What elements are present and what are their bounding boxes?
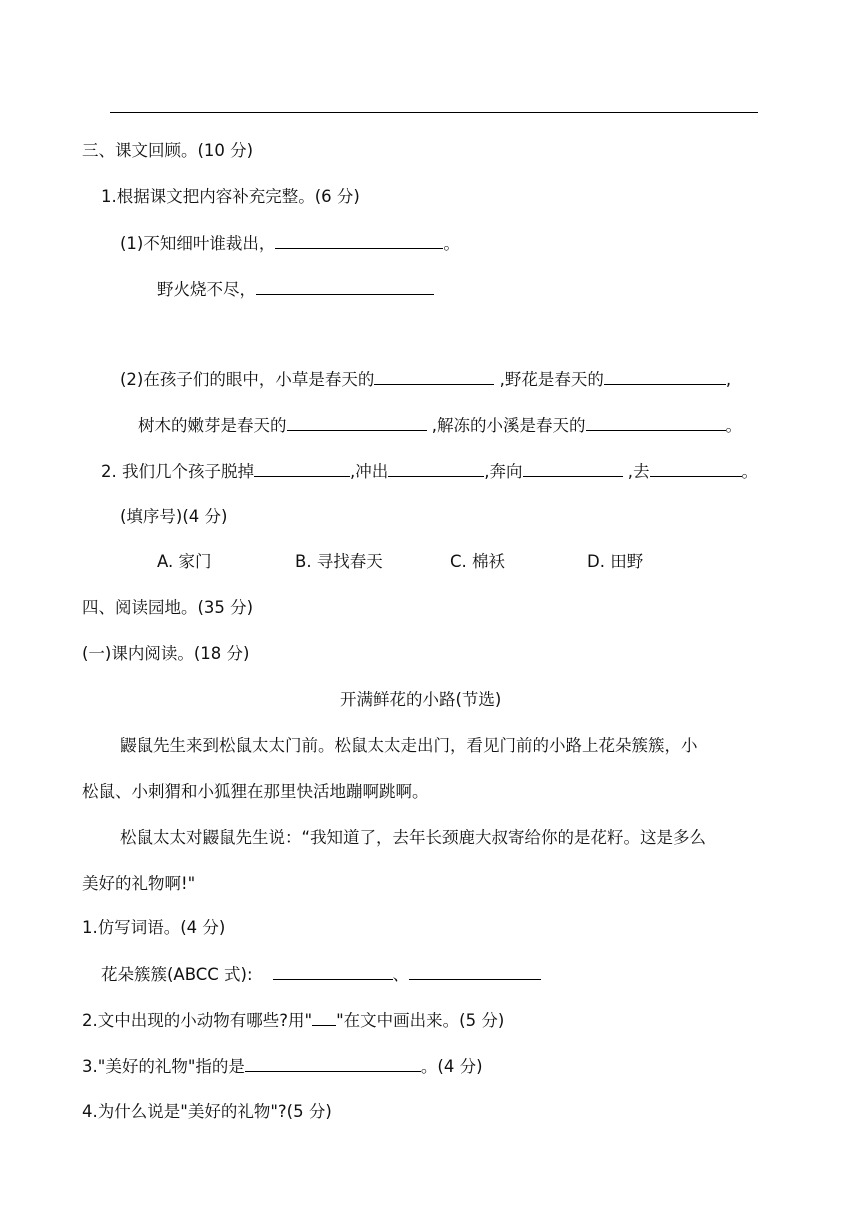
underline-sample xyxy=(312,1009,336,1026)
q1-part2-text-f: 。 xyxy=(725,416,742,435)
answer-blank[interactable] xyxy=(245,1055,421,1072)
passage-para2-line2: 美好的礼物啊!" xyxy=(82,874,196,893)
q1-part2-text-d: 树木的嫩芽是春天的 xyxy=(138,416,287,435)
reading-q1-example xyxy=(101,963,541,986)
answer-blank[interactable] xyxy=(523,460,623,477)
answer-blank[interactable] xyxy=(650,460,742,477)
q1-part2-line1 xyxy=(120,368,731,391)
reading-q1-separator: 、 xyxy=(392,965,410,984)
reading-q3-text-b: 。(4 分) xyxy=(420,1057,483,1076)
q2-text-a: 2. 我们几个孩子脱掉 xyxy=(101,462,254,481)
option-c[interactable]: C. 棉袄 xyxy=(450,552,506,571)
reading-q3 xyxy=(82,1055,483,1078)
reading-q2-text-a: 2.文中出现的小动物有哪些?用" xyxy=(82,1011,313,1030)
answer-blank[interactable] xyxy=(374,368,494,385)
reading-q2-text-b: "在文中画出来。(5 分) xyxy=(336,1011,505,1030)
q2-line xyxy=(101,460,758,483)
option-d[interactable]: D. 田野 xyxy=(587,552,644,571)
q1-part2-text-a: (2)在孩子们的眼中，小草是春天的 xyxy=(120,370,375,389)
passage-para1-line1: 鼹鼠先生来到松鼠太太门前。松鼠太太走出门，看见门前的小路上花朵簇簇，小 xyxy=(120,736,698,755)
q2-text-b: ,冲出 xyxy=(350,462,389,481)
q1-part1-line1 xyxy=(120,232,460,255)
section3-heading: 三、课文回顾。(10 分) xyxy=(82,141,254,160)
answer-blank[interactable] xyxy=(586,414,726,431)
answer-blank[interactable] xyxy=(254,460,350,477)
q1-prompt: 1.根据课文把内容补充完整。(6 分) xyxy=(101,187,360,206)
passage-para1-line2: 松鼠、小刺猬和小狐狸在那里快活地蹦啊跳啊。 xyxy=(82,782,429,801)
q2-options xyxy=(0,551,860,573)
q2-text-d: ,去 xyxy=(622,462,650,481)
section4-heading: 四、阅读园地。(35 分) xyxy=(82,598,254,617)
reading-q4: 4.为什么说是"美好的礼物"?(5 分) xyxy=(82,1102,332,1121)
answer-blank[interactable] xyxy=(256,278,434,295)
passage-para2-line1: 松鼠太太对鼹鼠先生说：“我知道了，去年长颈鹿大叔寄给你的是花籽。这是多么 xyxy=(120,828,707,847)
passage-title: 开满鲜花的小路(节选) xyxy=(340,690,502,709)
q1-part2-text-c: , xyxy=(725,370,732,389)
q1-part1-line2-text: 野火烧不尽， xyxy=(157,280,256,299)
answer-blank[interactable] xyxy=(275,232,443,249)
q2-text-e: 。 xyxy=(741,462,758,481)
reading-q3-text-a: 3."美好的礼物"指的是 xyxy=(82,1057,245,1076)
q1-part2-text-b: ,野花是春天的 xyxy=(494,370,604,389)
reading-q2 xyxy=(82,1009,504,1032)
answer-blank[interactable] xyxy=(388,460,484,477)
reading-q1-example-text: 花朵簇簇(ABCC 式): xyxy=(101,965,253,984)
q1-part2-line2 xyxy=(138,414,742,437)
option-b[interactable]: B. 寻找春天 xyxy=(295,552,383,571)
q1-part2-text-e: ,解冻的小溪是春天的 xyxy=(426,416,586,435)
reading-q1: 1.仿写词语。(4 分) xyxy=(82,918,226,937)
q2-hint: (填序号)(4 分) xyxy=(120,507,228,526)
option-a[interactable]: A. 家门 xyxy=(157,552,212,571)
q2-text-c: ,奔向 xyxy=(484,462,523,481)
answer-blank[interactable] xyxy=(273,963,393,980)
q1-part1-line1-end: 。 xyxy=(443,234,460,253)
answer-blank[interactable] xyxy=(604,368,726,385)
header-rule xyxy=(110,112,758,113)
q1-part1-line2 xyxy=(157,278,434,301)
q1-part1-line1-text: (1)不知细叶谁裁出， xyxy=(120,234,276,253)
answer-blank[interactable] xyxy=(409,963,541,980)
section4-sub-heading: (一)课内阅读。(18 分) xyxy=(82,644,250,663)
answer-blank[interactable] xyxy=(287,414,427,431)
